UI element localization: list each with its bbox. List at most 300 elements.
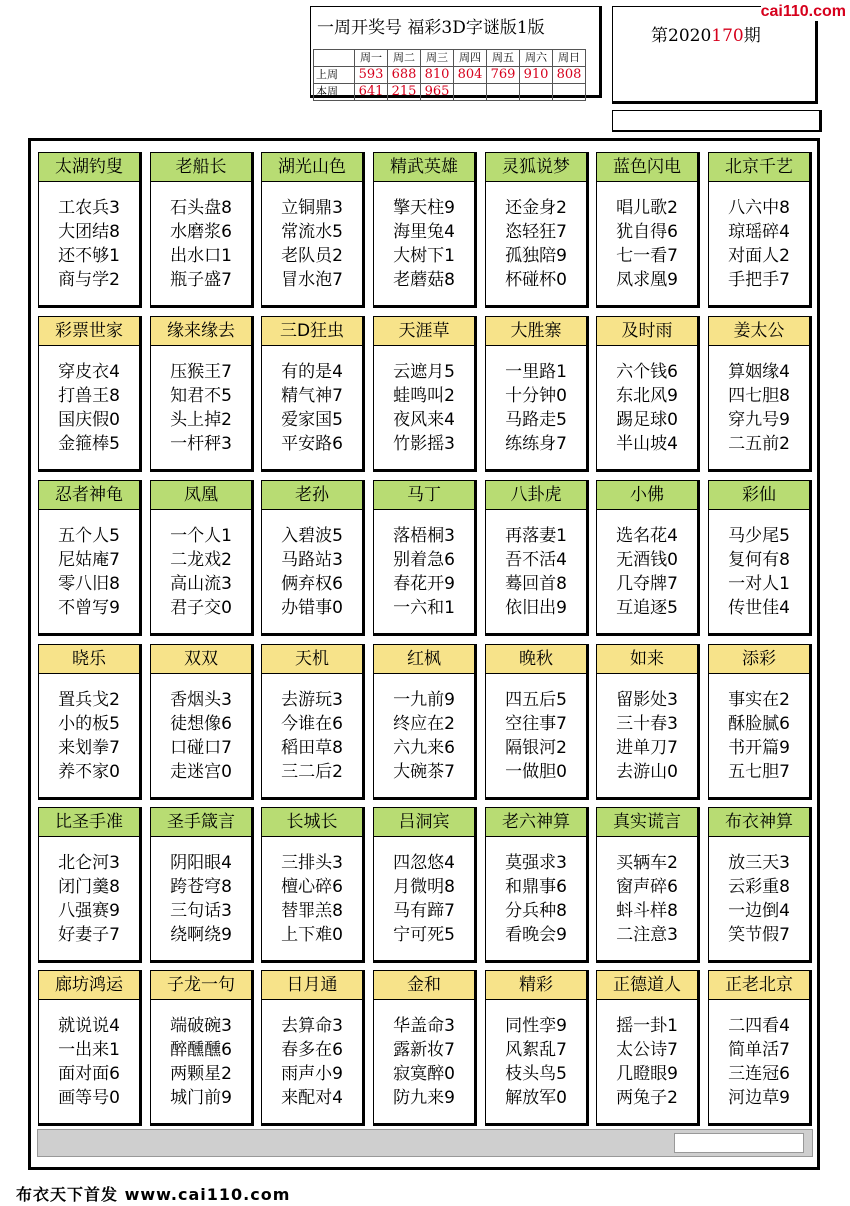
- riddle-line: 一九前9: [393, 690, 455, 710]
- riddle-line: 终应在2: [393, 714, 455, 734]
- riddle-line: 几瞪眼9: [616, 1064, 678, 1084]
- card-title: 真实谎言: [597, 808, 697, 837]
- riddle-line: 常流水5: [281, 222, 343, 242]
- card-items: [486, 674, 586, 784]
- riddle-line: 再落妻1: [505, 526, 567, 546]
- card-title: 三D狂虫: [262, 317, 362, 346]
- riddle-line: 海里兔4: [393, 222, 455, 242]
- riddle-line: 唱儿歌2: [616, 198, 678, 218]
- riddle-card: [150, 152, 254, 308]
- result-cell: [553, 84, 586, 101]
- riddle-line: 绕啊绕9: [170, 925, 232, 945]
- riddle-line: 打兽王8: [58, 386, 120, 406]
- issue-prefix: 第2020: [651, 26, 712, 46]
- riddle-line: 留影处3: [616, 690, 678, 710]
- card-items: [597, 837, 697, 947]
- riddle-line: 去算命3: [281, 1016, 343, 1036]
- riddle-line: 落梧桐3: [393, 526, 455, 546]
- riddle-line: 雨声小9: [281, 1064, 343, 1084]
- riddle-card: [38, 807, 142, 963]
- card-items: [39, 837, 139, 947]
- result-cell: 965: [421, 84, 454, 101]
- riddle-card: [596, 316, 700, 472]
- riddle-line: 竹影摇3: [393, 434, 455, 454]
- riddle-line: 稻田草8: [281, 738, 343, 758]
- riddle-line: 看晚会9: [505, 925, 567, 945]
- riddle-line: 解放军0: [505, 1088, 567, 1108]
- riddle-grid: [28, 138, 820, 1170]
- riddle-line: 六个钱6: [616, 362, 678, 382]
- card-items: [374, 837, 474, 947]
- riddle-line: 一个人1: [170, 526, 232, 546]
- riddle-line: 有的是4: [281, 362, 343, 382]
- riddle-card: [150, 480, 254, 636]
- card-title: 晚秋: [486, 645, 586, 674]
- riddle-line: 复何有8: [728, 550, 790, 570]
- riddle-line: 寂寞醉0: [393, 1064, 455, 1084]
- card-title: 天涯草: [374, 317, 474, 346]
- riddle-line: 不曾写9: [58, 598, 120, 618]
- last-week-label: 上周: [314, 67, 355, 84]
- card-items: [374, 346, 474, 456]
- riddle-line: 酥脸腻6: [728, 714, 790, 734]
- page-title: 一周开奖号 福彩3D字谜版1版: [317, 18, 545, 38]
- riddle-line: 练练身7: [505, 434, 567, 454]
- riddle-line: 阴阳眼4: [170, 853, 232, 873]
- site-logo: cai110.com: [760, 3, 846, 20]
- card-items: [486, 346, 586, 456]
- riddle-line: 枝头鸟5: [505, 1064, 567, 1084]
- riddle-line: 老蘑菇8: [393, 270, 455, 290]
- card-items: [597, 1000, 697, 1110]
- riddle-card: [38, 970, 142, 1126]
- riddle-line: 依旧出9: [505, 598, 567, 618]
- riddle-card: [150, 807, 254, 963]
- corner-cell: [314, 50, 355, 67]
- card-items: [39, 1000, 139, 1110]
- riddle-line: 画等号0: [58, 1088, 120, 1108]
- card-title: 八卦虎: [486, 481, 586, 510]
- issue-value: 170: [711, 26, 744, 46]
- card-items: [374, 674, 474, 784]
- card-title: 灵狐说梦: [486, 153, 586, 182]
- riddle-line: 城门前9: [170, 1088, 232, 1108]
- riddle-line: 三连冠6: [728, 1064, 790, 1084]
- riddle-line: 八强赛9: [58, 901, 120, 921]
- card-items: [151, 182, 251, 292]
- card-title: 太湖钓叟: [39, 153, 139, 182]
- card-title: 精武英雄: [374, 153, 474, 182]
- card-items: [709, 510, 809, 620]
- card-title: 吕洞宾: [374, 808, 474, 837]
- card-items: [709, 1000, 809, 1110]
- riddle-card: [485, 970, 589, 1126]
- card-title: 长城长: [262, 808, 362, 837]
- riddle-line: 蚪斗样8: [616, 901, 678, 921]
- riddle-line: 工农兵3: [58, 198, 120, 218]
- riddle-card: [485, 807, 589, 963]
- riddle-line: 传世佳4: [728, 598, 790, 618]
- riddle-line: 一对人1: [728, 574, 790, 594]
- card-items: [151, 346, 251, 456]
- riddle-line: 七一看7: [616, 246, 678, 266]
- riddle-line: 手把手7: [728, 270, 790, 290]
- card-title: 缘来缘去: [151, 317, 251, 346]
- riddle-line: 办错事0: [281, 598, 343, 618]
- riddle-line: 六九来6: [393, 738, 455, 758]
- card-items: [151, 837, 251, 947]
- riddle-line: 别着急6: [393, 550, 455, 570]
- card-items: [262, 346, 362, 456]
- riddle-line: 穿皮衣4: [58, 362, 120, 382]
- riddle-card: [708, 807, 812, 963]
- riddle-line: 两兔子2: [616, 1088, 678, 1108]
- riddle-line: 买辆车2: [616, 853, 678, 873]
- card-items: [39, 182, 139, 292]
- riddle-line: 二五前2: [728, 434, 790, 454]
- riddle-line: 进单刀7: [616, 738, 678, 758]
- card-title: 凤凰: [151, 481, 251, 510]
- result-cell: 810: [421, 67, 454, 84]
- riddle-line: 对面人2: [728, 246, 790, 266]
- card-items: [597, 510, 697, 620]
- riddle-line: 立铜鼎3: [281, 198, 343, 218]
- riddle-card: [373, 480, 477, 636]
- riddle-line: 简单活7: [728, 1040, 790, 1060]
- riddle-card: [373, 807, 477, 963]
- riddle-card: [150, 316, 254, 472]
- result-cell: [487, 84, 520, 101]
- card-items: [486, 182, 586, 292]
- riddle-line: 四七胆8: [728, 386, 790, 406]
- riddle-card: [261, 970, 365, 1126]
- riddle-card: [596, 152, 700, 308]
- card-items: [486, 1000, 586, 1110]
- card-title: 廊坊鸿运: [39, 971, 139, 1000]
- card-title: 正德道人: [597, 971, 697, 1000]
- riddle-line: 擎天柱9: [393, 198, 455, 218]
- riddle-line: 三排头3: [281, 853, 343, 873]
- riddle-line: 夜风来4: [393, 410, 455, 430]
- riddle-line: 冒水泡7: [281, 270, 343, 290]
- riddle-line: 闭门羹8: [58, 877, 120, 897]
- card-title: 大胜寨: [486, 317, 586, 346]
- riddle-line: 大树下1: [393, 246, 455, 266]
- riddle-line: 君子交0: [170, 598, 232, 618]
- card-title: 晓乐: [39, 645, 139, 674]
- riddle-line: 书开篇9: [728, 738, 790, 758]
- riddle-line: 马路站3: [281, 550, 343, 570]
- card-items: [262, 837, 362, 947]
- card-title: 北京千艺: [709, 153, 809, 182]
- riddle-card: [485, 480, 589, 636]
- riddle-line: 一里路1: [505, 362, 567, 382]
- riddle-line: 蛙鸣叫2: [393, 386, 455, 406]
- riddle-line: 八六中8: [728, 198, 790, 218]
- riddle-card: [373, 970, 477, 1126]
- riddle-line: 窗声碎6: [616, 877, 678, 897]
- riddle-card: [373, 644, 477, 800]
- riddle-line: 琼瑶碎4: [728, 222, 790, 242]
- day-header: 周一: [355, 50, 388, 67]
- riddle-line: 马路走5: [505, 410, 567, 430]
- card-items: [486, 510, 586, 620]
- riddle-line: 老队员2: [281, 246, 343, 266]
- riddle-line: 国庆假0: [58, 410, 120, 430]
- card-title: 双双: [151, 645, 251, 674]
- riddle-line: 空往事7: [505, 714, 567, 734]
- riddle-line: 还金身2: [505, 198, 567, 218]
- card-title: 添彩: [709, 645, 809, 674]
- riddle-line: 风絮乱7: [505, 1040, 567, 1060]
- result-cell: 215: [388, 84, 421, 101]
- card-title: 马丁: [374, 481, 474, 510]
- riddle-card: [261, 480, 365, 636]
- card-items: [39, 674, 139, 784]
- riddle-line: 檀心碎6: [281, 877, 343, 897]
- riddle-line: 跨苍穹8: [170, 877, 232, 897]
- riddle-line: 来划拳7: [58, 738, 120, 758]
- riddle-line: 露新妆7: [393, 1040, 455, 1060]
- day-header: 周三: [421, 50, 454, 67]
- day-header: 周四: [454, 50, 487, 67]
- riddle-line: 和鼎事6: [505, 877, 567, 897]
- riddle-line: 无酒钱0: [616, 550, 678, 570]
- result-cell: [454, 84, 487, 101]
- riddle-line: 十分钟0: [505, 386, 567, 406]
- riddle-line: 四忽悠4: [393, 853, 455, 873]
- riddle-line: 云遮月5: [393, 362, 455, 382]
- draw-results-box: [310, 6, 602, 98]
- card-title: 及时雨: [597, 317, 697, 346]
- card-title: 姜太公: [709, 317, 809, 346]
- result-cell: 910: [520, 67, 553, 84]
- riddle-line: 一边倒4: [728, 901, 790, 921]
- riddle-line: 踢足球0: [616, 410, 678, 430]
- riddle-card: [485, 152, 589, 308]
- riddle-card: [38, 152, 142, 308]
- card-title: 天机: [262, 645, 362, 674]
- riddle-line: 春多在6: [281, 1040, 343, 1060]
- riddle-line: 面对面6: [58, 1064, 120, 1084]
- riddle-line: 去游山0: [616, 762, 678, 782]
- card-items: [709, 182, 809, 292]
- result-cell: 641: [355, 84, 388, 101]
- result-cell: 808: [553, 67, 586, 84]
- riddle-line: 金箍棒5: [58, 434, 120, 454]
- riddle-line: 放三天3: [728, 853, 790, 873]
- riddle-line: 尼姑庵7: [58, 550, 120, 570]
- card-items: [374, 510, 474, 620]
- riddle-line: 宁可死5: [393, 925, 455, 945]
- riddle-line: 知君不5: [170, 386, 232, 406]
- riddle-line: 同性孪9: [505, 1016, 567, 1036]
- riddle-line: 河边草9: [728, 1088, 790, 1108]
- riddle-line: 大团结8: [58, 222, 120, 242]
- riddle-card: [261, 316, 365, 472]
- riddle-line: 恣轻狂7: [505, 222, 567, 242]
- card-title: 彩票世家: [39, 317, 139, 346]
- riddle-card: [708, 480, 812, 636]
- card-items: [374, 182, 474, 292]
- riddle-line: 醉醺醺6: [170, 1040, 232, 1060]
- riddle-line: 两颗星2: [170, 1064, 232, 1084]
- card-title: 精彩: [486, 971, 586, 1000]
- card-items: [709, 837, 809, 947]
- riddle-line: 马有蹄7: [393, 901, 455, 921]
- riddle-line: 爱家国5: [281, 410, 343, 430]
- issue-number: [651, 21, 761, 46]
- this-week-label: 本周: [314, 84, 355, 101]
- day-header: 周日: [553, 50, 586, 67]
- card-items: [374, 1000, 474, 1110]
- decorative-bar: [612, 110, 822, 132]
- card-items: [262, 510, 362, 620]
- riddle-card: [261, 807, 365, 963]
- riddle-line: 一出来1: [58, 1040, 120, 1060]
- riddle-line: 笑节假7: [728, 925, 790, 945]
- riddle-line: 石头盘8: [170, 198, 232, 218]
- card-items: [39, 346, 139, 456]
- riddle-line: 好妻子7: [58, 925, 120, 945]
- riddle-line: 东北风9: [616, 386, 678, 406]
- riddle-line: 一做胆0: [505, 762, 567, 782]
- card-items: [262, 1000, 362, 1110]
- card-items: [39, 510, 139, 620]
- card-title: 如来: [597, 645, 697, 674]
- riddle-line: 零八旧8: [58, 574, 120, 594]
- card-title: 正老北京: [709, 971, 809, 1000]
- riddle-line: 大碗茶7: [393, 762, 455, 782]
- riddle-line: 平安路6: [281, 434, 343, 454]
- card-title: 红枫: [374, 645, 474, 674]
- riddle-card: [38, 480, 142, 636]
- riddle-line: 事实在2: [728, 690, 790, 710]
- weekly-results-table: [313, 49, 586, 101]
- result-cell: 769: [487, 67, 520, 84]
- riddle-line: 北仑河3: [58, 853, 120, 873]
- riddle-line: 还不够1: [58, 246, 120, 266]
- riddle-line: 选名花4: [616, 526, 678, 546]
- riddle-line: 走迷宫0: [170, 762, 232, 782]
- riddle-line: 俩弃权6: [281, 574, 343, 594]
- card-items: [151, 674, 251, 784]
- riddle-line: 一六和1: [393, 598, 455, 618]
- riddle-line: 三句话3: [170, 901, 232, 921]
- card-items: [486, 837, 586, 947]
- riddle-card: [596, 807, 700, 963]
- riddle-card: [596, 480, 700, 636]
- riddle-line: 马少尾5: [728, 526, 790, 546]
- card-items: [597, 346, 697, 456]
- riddle-line: 二注意3: [616, 925, 678, 945]
- riddle-line: 精气神7: [281, 386, 343, 406]
- card-title: 小佛: [597, 481, 697, 510]
- riddle-line: 上下难0: [281, 925, 343, 945]
- riddle-line: 半山坡4: [616, 434, 678, 454]
- riddle-line: 二四看4: [728, 1016, 790, 1036]
- card-title: 比圣手准: [39, 808, 139, 837]
- riddle-line: 算姻缘4: [728, 362, 790, 382]
- riddle-card: [708, 152, 812, 308]
- riddle-line: 春花开9: [393, 574, 455, 594]
- riddle-card: [261, 644, 365, 800]
- card-items: [597, 674, 697, 784]
- riddle-card: [485, 316, 589, 472]
- riddle-line: 入碧波5: [281, 526, 343, 546]
- riddle-line: 置兵戈2: [58, 690, 120, 710]
- riddle-line: 犹自得6: [616, 222, 678, 242]
- card-items: [262, 674, 362, 784]
- riddle-card: [708, 970, 812, 1126]
- riddle-card: [708, 644, 812, 800]
- riddle-line: 吾不活4: [505, 550, 567, 570]
- riddle-line: 五个人5: [58, 526, 120, 546]
- riddle-card: [150, 644, 254, 800]
- riddle-line: 口碰口7: [170, 738, 232, 758]
- riddle-line: 华盖命3: [393, 1016, 455, 1036]
- riddle-card: [261, 152, 365, 308]
- riddle-line: 孤独陪9: [505, 246, 567, 266]
- riddle-line: 防九来9: [393, 1088, 455, 1108]
- riddle-line: 蓦回首8: [505, 574, 567, 594]
- riddle-line: 互追逐5: [616, 598, 678, 618]
- card-title: 老船长: [151, 153, 251, 182]
- riddle-line: 三二后2: [281, 762, 343, 782]
- day-header: 周六: [520, 50, 553, 67]
- riddle-card: [38, 644, 142, 800]
- card-title: 圣手箴言: [151, 808, 251, 837]
- day-header: 周五: [487, 50, 520, 67]
- riddle-line: 云彩重8: [728, 877, 790, 897]
- card-title: 日月通: [262, 971, 362, 1000]
- riddle-line: 压猴王7: [170, 362, 232, 382]
- card-items: [709, 346, 809, 456]
- card-title: 老六神算: [486, 808, 586, 837]
- riddle-line: 替罪羔8: [281, 901, 343, 921]
- card-items: [597, 182, 697, 292]
- card-title: 忍者神龟: [39, 481, 139, 510]
- riddle-line: 一杆秤3: [170, 434, 232, 454]
- riddle-line: 出水口1: [170, 246, 232, 266]
- riddle-line: 今谁在6: [281, 714, 343, 734]
- riddle-card: [485, 644, 589, 800]
- riddle-card: [373, 152, 477, 308]
- riddle-line: 莫强求3: [505, 853, 567, 873]
- bottom-bar: [37, 1129, 813, 1157]
- riddle-line: 头上掉2: [170, 410, 232, 430]
- day-header: 周二: [388, 50, 421, 67]
- this-week-row: [314, 84, 586, 101]
- riddle-line: 高山流3: [170, 574, 232, 594]
- riddle-line: 凤求凰9: [616, 270, 678, 290]
- riddle-line: 穿九号9: [728, 410, 790, 430]
- card-items: [151, 510, 251, 620]
- result-cell: [520, 84, 553, 101]
- card-items: [262, 182, 362, 292]
- card-title: 布衣神算: [709, 808, 809, 837]
- card-items: [151, 1000, 251, 1110]
- result-cell: 804: [454, 67, 487, 84]
- riddle-line: 三十春3: [616, 714, 678, 734]
- result-cell: 593: [355, 67, 388, 84]
- issue-suffix: 期: [743, 26, 761, 46]
- days-row: [314, 50, 586, 67]
- riddle-line: 端破碗3: [170, 1016, 232, 1036]
- riddle-line: 几夺牌7: [616, 574, 678, 594]
- last-week-row: [314, 67, 586, 84]
- footer-text: 布衣天下首发 www.cai110.com: [16, 1185, 291, 1204]
